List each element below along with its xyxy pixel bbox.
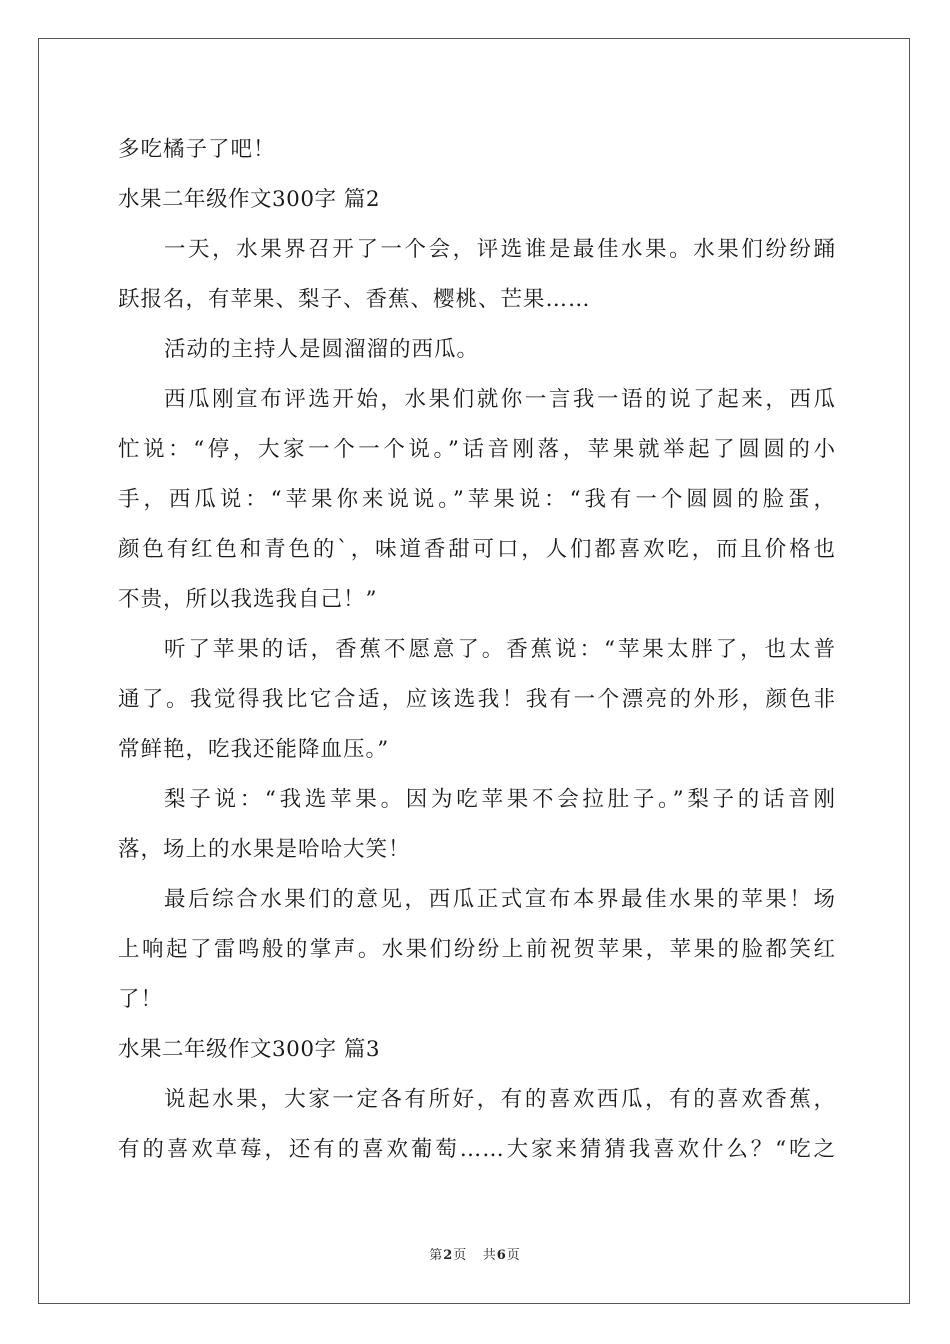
page-footer — [0, 1244, 950, 1263]
current-page-number: 2 — [443, 1248, 454, 1263]
paragraph-line: 有的喜欢草莓，还有的喜欢葡萄……大家来猜猜我喜欢什么？“吃之 — [118, 1137, 836, 1162]
paragraph-line: 说起水果，大家一定各有所好，有的喜欢西瓜，有的喜欢香蕉， — [164, 1087, 836, 1112]
document-body — [118, 125, 836, 1175]
paragraph-line: 手，西瓜说：“苹果你来说说。”苹果说：“我有一个圆圆的脸蛋， — [118, 487, 836, 512]
section-heading: 水果二年级作文300字 篇2 — [118, 187, 381, 212]
page-suffix: 页 — [453, 1248, 468, 1263]
total-page-count: 6 — [496, 1248, 507, 1263]
total-prefix: 共 — [482, 1248, 497, 1263]
paragraph-line: 活动的主持人是圆溜溜的西瓜。 — [164, 337, 480, 362]
paragraph-line: 落，场上的水果是哈哈大笑！ — [118, 837, 411, 862]
paragraph-line: 跃报名，有苹果、梨子、香蕉、樱桃、芒果…… — [118, 287, 591, 312]
paragraph-line: 常鲜艳，吃我还能降血压。” — [118, 737, 390, 762]
paragraph-line: 上响起了雷鸣般的掌声。水果们纷纷上前祝贺苹果，苹果的脸都笑红 — [118, 937, 836, 962]
paragraph-line: 忙说：“停，大家一个一个说。”话音刚落，苹果就举起了圆圆的小 — [118, 437, 836, 462]
paragraph-line: 最后综合水果们的意见，西瓜正式宣布本界最佳水果的苹果！场 — [164, 887, 836, 912]
section-heading: 水果二年级作文300字 篇3 — [118, 1037, 381, 1062]
total-suffix: 页 — [506, 1248, 521, 1263]
paragraph-line: 一天，水果界召开了一个会，评选谁是最佳水果。水果们纷纷踊 — [164, 237, 836, 262]
paragraph-line: 不贵，所以我选我自己！” — [118, 587, 378, 612]
paragraph-line: 西瓜刚宣布评选开始，水果们就你一言我一语的说了起来，西瓜 — [164, 387, 836, 412]
paragraph-line: 梨子说：“我选苹果。因为吃苹果不会拉肚子。”梨子的话音刚 — [164, 787, 836, 812]
paragraph-line: 颜色有红色和青色的`，味道香甜可口，人们都喜欢吃，而且价格也 — [118, 537, 836, 562]
paragraph-line: 了！ — [118, 987, 164, 1012]
paragraph-line: 听了苹果的话，香蕉不愿意了。香蕉说：“苹果太胖了，也太普 — [164, 637, 836, 662]
page-prefix: 第 — [429, 1248, 444, 1263]
paragraph-line: 通了。我觉得我比它合适，应该选我！我有一个漂亮的外形，颜色非 — [118, 687, 836, 712]
paragraph-line: 多吃橘子了吧！ — [118, 137, 276, 162]
